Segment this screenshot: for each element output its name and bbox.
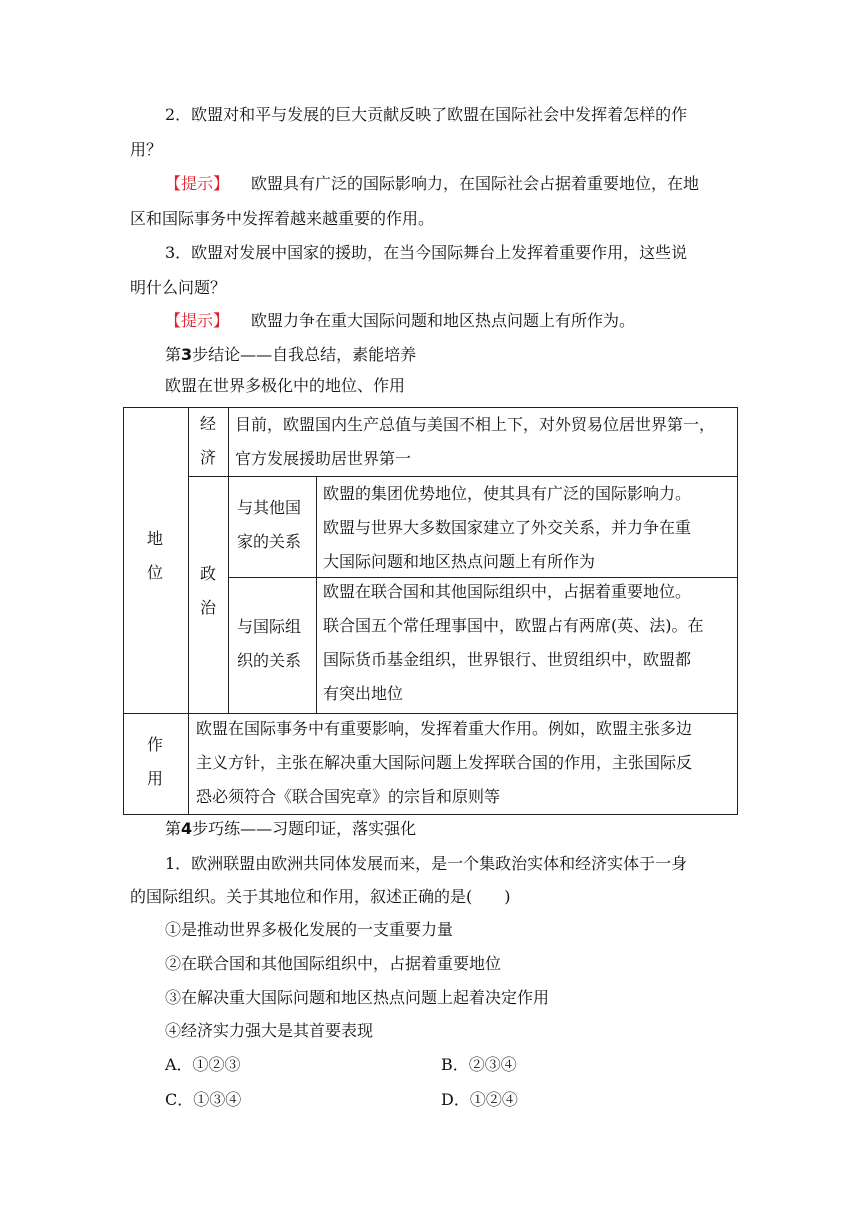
step4-heading bbox=[165, 819, 765, 839]
option-d[interactable]: D．①②④ bbox=[441, 1090, 518, 1109]
exercise1-item: ④经济实力强大是其首要表现 bbox=[165, 1021, 374, 1040]
q3-line2: 明什么问题？ bbox=[130, 278, 227, 297]
rel-orgs-text-line: 有突出地位 bbox=[323, 684, 404, 703]
rel-countries-text-line: 欧盟的集团优势地位，使其具有广泛的国际影响力。 bbox=[323, 484, 692, 503]
rel-countries-label-line: 与其他国 bbox=[237, 498, 302, 517]
economy-text-line: 官方发展援助居世界第一 bbox=[235, 449, 412, 468]
rel-countries-text-line: 大国际问题和地区热点问题上有所作为 bbox=[323, 552, 596, 571]
exercise1-item: ①是推动世界多极化发展的一支重要力量 bbox=[165, 920, 454, 939]
q2-answer2: 区和国际事务中发挥着越来越重要的作用。 bbox=[130, 209, 435, 228]
status-label-text: 地 位 bbox=[146, 529, 163, 582]
rel-orgs-text bbox=[323, 575, 704, 711]
rel-orgs-label-line: 与国际组 bbox=[237, 617, 302, 636]
option-a[interactable]: A．①②③ bbox=[165, 1055, 241, 1074]
role-text-line: 恐必须符合《联合国宪章》的宗旨和原则等 bbox=[196, 787, 501, 806]
rel-countries-label bbox=[237, 491, 301, 559]
table-title: 欧盟在世界多极化中的地位、作用 bbox=[165, 376, 406, 395]
hint-label: 【提示】 bbox=[165, 174, 230, 193]
exercise1-item: ②在联合国和其他国际组织中，占据着重要地位 bbox=[165, 954, 502, 973]
q3-hint bbox=[165, 311, 765, 331]
economy-label-text: 经 济 bbox=[199, 414, 216, 467]
step4-num: 4 bbox=[181, 819, 193, 838]
exercise1-line2: 的国际组织。关于其地位和作用，叙述正确的是( ) bbox=[130, 887, 511, 906]
rel-orgs-text-line: 国际货币基金组织，世界银行、世贸组织中，欧盟都 bbox=[323, 650, 692, 669]
q3-answer: 欧盟力争在重大国际问题和地区热点问题上有所作为。 bbox=[251, 311, 636, 330]
politics-label-text: 政 治 bbox=[199, 564, 216, 617]
hint-label: 【提示】 bbox=[165, 311, 230, 330]
role-text-line: 欧盟在国际事务中有重要影响，发挥着重大作用。例如，欧盟主张多边 bbox=[196, 719, 693, 738]
economy-label bbox=[197, 407, 219, 475]
rel-countries-label-line: 家的关系 bbox=[237, 532, 302, 551]
step3-heading bbox=[165, 345, 765, 365]
option-b[interactable]: B．②③④ bbox=[441, 1055, 517, 1074]
exercise1-item: ③在解决重大国际问题和地区热点问题上起着决定作用 bbox=[165, 988, 550, 1007]
rel-countries-text bbox=[323, 477, 691, 579]
rel-countries-text-line: 欧盟与世界大多数国家建立了外交关系，并力争在重 bbox=[323, 518, 692, 537]
status-role-table bbox=[123, 407, 738, 815]
q3-line1: 3．欧盟对发展中国家的援助，在当今国际舞台上发挥着重要作用，这些说 bbox=[165, 243, 688, 262]
q2-answer1: 欧盟具有广泛的国际影响力，在国际社会占据着重要地位，在地 bbox=[251, 174, 700, 193]
rel-orgs-text-line: 联合国五个常任理事国中，欧盟占有两席(英、法)。在 bbox=[323, 616, 704, 635]
step3-rest: 步结论——自我总结，素能培养 bbox=[192, 345, 417, 364]
q2-line1: 2．欧盟对和平与发展的巨大贡献反映了欧盟在国际社会中发挥着怎样的作 bbox=[165, 105, 688, 124]
q2-hint bbox=[165, 174, 765, 194]
step4-rest: 步巧练——习题印证，落实强化 bbox=[192, 819, 417, 838]
role-label bbox=[144, 728, 166, 796]
step3-num: 3 bbox=[181, 345, 193, 364]
economy-text-line: 目前，欧盟国内生产总值与美国不相上下，对外贸易位居世界第一， bbox=[235, 415, 716, 434]
role-text-line: 主义方针，主张在解决重大国际问题上发挥联合国的作用，主张国际反 bbox=[196, 753, 693, 772]
step4-prefix: 第 bbox=[165, 819, 182, 838]
rel-orgs-label bbox=[237, 610, 301, 678]
politics-label bbox=[197, 557, 219, 625]
q2-line2: 用？ bbox=[130, 140, 163, 159]
step3-prefix: 第 bbox=[165, 345, 182, 364]
role-label-text: 作 用 bbox=[146, 735, 163, 788]
status-label bbox=[144, 522, 166, 590]
exercise1-line1: 1．欧洲联盟由欧洲共同体发展而来，是一个集政治实体和经济实体于一身 bbox=[165, 854, 688, 873]
role-text bbox=[196, 712, 692, 814]
rel-orgs-label-line: 织的关系 bbox=[237, 651, 302, 670]
economy-text bbox=[235, 408, 715, 476]
rel-orgs-text-line: 欧盟在联合国和其他国际组织中，占据着重要地位。 bbox=[323, 582, 692, 601]
option-c[interactable]: C．①③④ bbox=[165, 1090, 242, 1109]
